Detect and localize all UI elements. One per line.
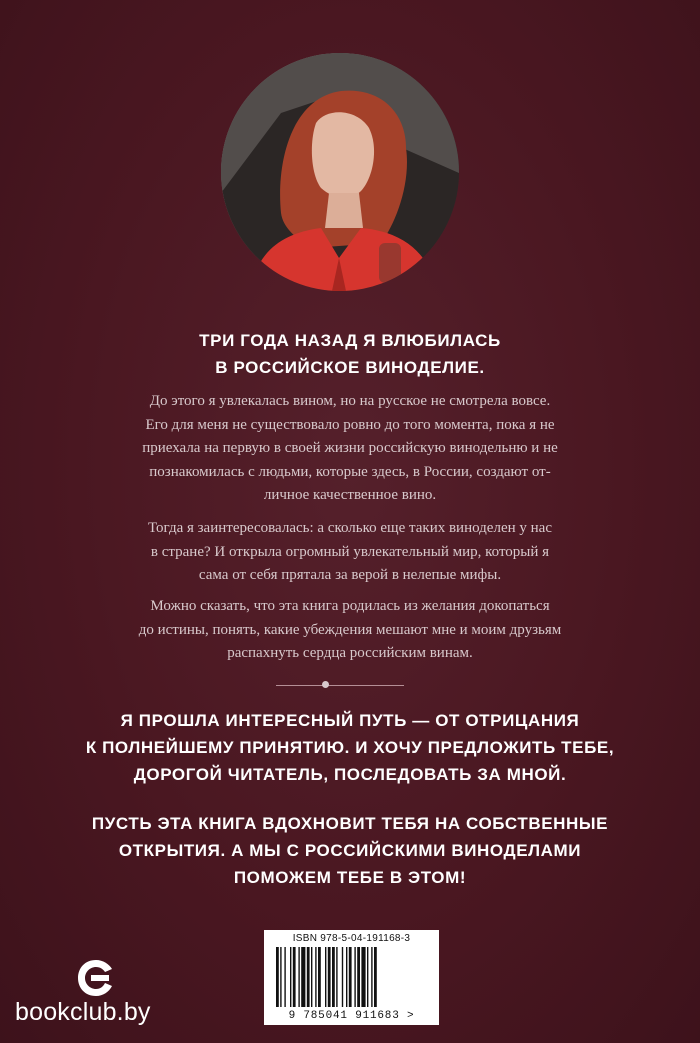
callout-line: ДОРОГОЙ ЧИТАТЕЛЬ, ПОСЛЕДОВАТЬ ЗА МНОЙ. (133, 765, 567, 784)
isbn-label: ISBN 978-5-04-191168-3 (292, 933, 411, 944)
callout-line: ПОМОЖЕМ ТЕБЕ В ЭТОМ! (233, 868, 467, 887)
paragraph (117, 595, 583, 666)
barcode-bars (274, 947, 430, 1007)
paragraph-line: приехала на первую в своей жизни российскую винодельню и не (142, 440, 558, 456)
callout (60, 810, 640, 891)
headline-line: В РОССИЙСКОЕ ВИНОДЕЛИЕ. (215, 358, 485, 377)
paragraph-line: познакомилась с людьми, которые здесь, в России, создают от- (149, 463, 551, 480)
callout (60, 707, 640, 788)
paragraph-line: личное качественное вино. (263, 487, 437, 503)
paragraph-line: Его для меня не существовало ровно до того момента, пока я не (145, 416, 555, 433)
callout-line: ПУСТЬ ЭТА КНИГА ВДОХНОВИТ ТЕБЯ НА СОБСТВЕННЫЕ (91, 814, 609, 833)
headline-line: ТРИ ГОДА НАЗАД Я ВЛЮБИЛАСЬ (199, 331, 501, 350)
author-photo (221, 53, 459, 291)
paragraph-line: в стране? И открыла огромный увлекательный мир, который я (150, 543, 550, 560)
paragraph-line: сама от себя прятала за верой в нелепые мифы. (198, 567, 502, 583)
eksmo-logo-icon (75, 957, 117, 999)
paragraph-line: До этого я увлекалась вином, но на русское не смотрела вовсе. (149, 393, 551, 409)
callout-line: ОТКРЫТИЯ. А МЫ С РОССИЙСКИМИ ВИНОДЕЛАМИ (118, 841, 582, 860)
paragraph-line: распахнуть сердца российским винам. (227, 645, 473, 661)
callout-line: Я ПРОШЛА ИНТЕРЕСНЫЙ ПУТЬ — ОТ ОТРИЦАНИЯ (120, 711, 580, 730)
callout-line: К ПОЛНЕЙШЕМУ ПРИНЯТИЮ. И ХОЧУ ПРЕДЛОЖИТЬ ТЕБЕ, (85, 738, 615, 757)
barcode (264, 930, 439, 1025)
paragraph (117, 390, 583, 508)
barcode-digits: 9 785041 911683 > (288, 1010, 415, 1022)
paragraph-line: Тогда я заинтересовалась: а сколько еще таких виноделен у нас (148, 520, 552, 536)
section-divider (276, 685, 404, 686)
headline (60, 327, 640, 381)
paragraph-line: до истины, понять, какие убеждения мешают мне и моим друзьям (138, 621, 562, 638)
author-portrait-icon (221, 53, 459, 291)
paragraph-line: Можно сказать, что эта книга родилась из желания докопаться (150, 598, 550, 614)
paragraph (117, 517, 583, 588)
divider-dot-icon (322, 681, 329, 688)
watermark: bookclub.by (15, 998, 151, 1026)
